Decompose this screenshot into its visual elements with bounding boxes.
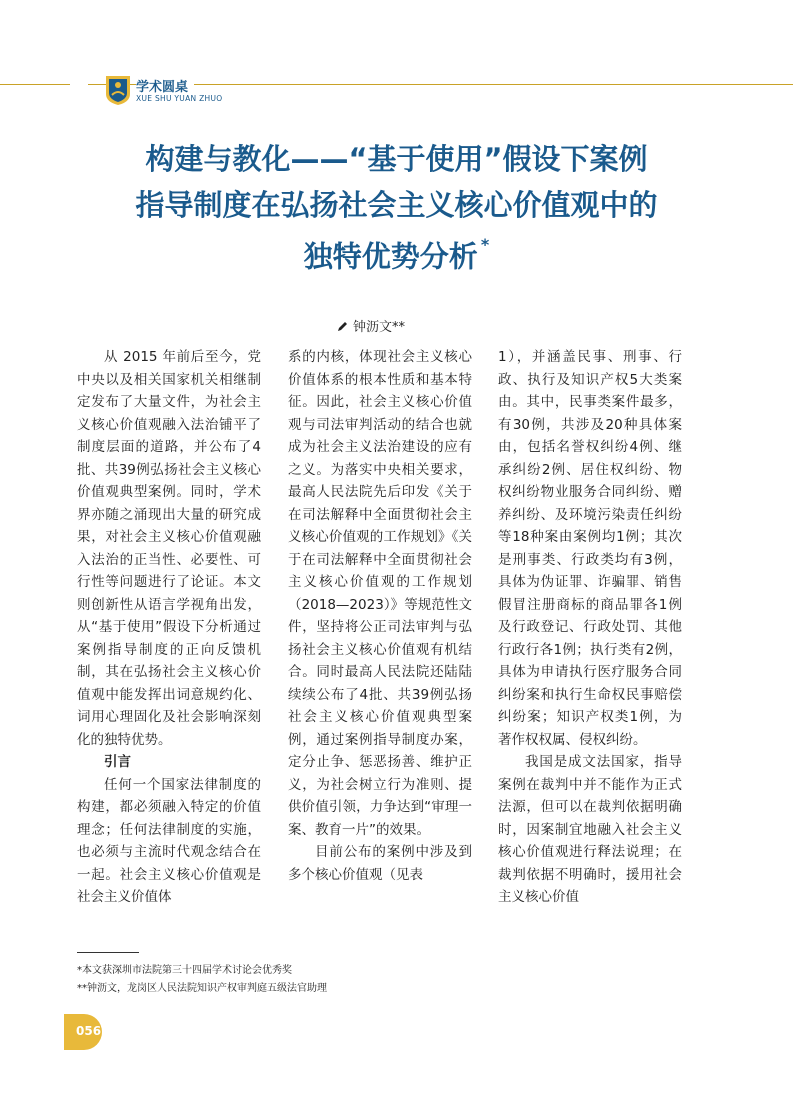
footnote-1: *本文获深圳市法院第三十四届学术讨论会优秀奖 (77, 965, 292, 976)
author-line (337, 316, 405, 335)
header-rule-left (0, 84, 70, 85)
footnote-divider (77, 952, 139, 953)
title-line-1: 构建与教化——“基于使用”假设下案例 (145, 142, 648, 176)
page-number: 056 (76, 1024, 102, 1038)
text-column-1 (77, 346, 261, 909)
text-column-2 (288, 346, 472, 886)
page-number-tab (64, 1014, 102, 1050)
title-line-3 (50, 228, 743, 280)
paragraph: 1），并涵盖民事、刑事、行政、执行及知识产权5大类案由。其中，民事类案件最多，有30例，共涉及20种具体案由，包括名誉权纠纷4例、继承纠纷2例、居住权纠纷、物权纠纷物业服务合同纠纷、赠养纠纷、及环境污染责任纠纷等18种案由案例均1例；其次是刑事类、行政类均有3例，具体为伪证罪、诈骗罪、销售假冒注册商标的商品罪各1例及行政登记、行政处罚、其他行政行各1例；执行类有2例，具体为申请执行医疗服务合同纠纷案和执行生命权民事赔偿纠纷案；知识产权类1例，为著作权权属、侵权纠纷。 (498, 349, 682, 748)
paragraph: 从 2015 年前后至今，党中央以及相关国家机关相继制定发布了大量文件，为社会主义核心价值观融入法治铺平了制度层面的道路，并公布了4批、共39例弘扬社会主义核心价值观典型案例。同时，学术界亦随之涌现出大量的研究成果，对社会主义核心价值观融入法治的正当性、必要性、可行性等问题进行了论证。本文则创新性从语言学视角出发，从“基于使用”假设下分析通过案例指导制度的正向反馈机制，其在弘扬社会主义核心价值观中能发挥出词意规约化、词用心理固化及社会影响深刻化的独特优势。 (77, 349, 261, 748)
paragraph: 系的内核，体现社会主义核心价值体系的根本性质和基本特征。因此，社会主义核心价值观与司法审判活动的结合也就成为社会主义法治建设的应有之义。为落实中央相关要求，最高人民法院先后印发《关于在司法解释中全面贯彻社会主义核心价值观的工作规划》《关于在司法解释中全面贯彻社会主义核心价值观的工作规划（2018—2023）》等规范性文件，坚持将公正司法审判与弘扬社会主义核心价值观有机结合。同时最高人民法院还陆陆续续公布了4批、共39例弘扬社会主义核心价值观典型案例，通过案例指导制度办案，定分止争、惩恶扬善、维护正义，为社会树立行为准则、提供价值引领，力争达到“审理一案、教育一片”的效果。 (288, 349, 472, 838)
article-title (50, 136, 743, 280)
journal-emblem-icon (104, 74, 132, 106)
title-footnote-mark: * (480, 235, 490, 254)
title-line-3-text: 独特优势分析 (303, 239, 478, 274)
paragraph: 目前公布的案例中涉及到多个核心价值观（见表 (288, 844, 472, 883)
journal-header (0, 70, 793, 110)
title-line-2: 指导制度在弘扬社会主义核心价值观中的 (135, 188, 658, 222)
section-heading-intro: 引言 (104, 754, 131, 770)
journal-brand-en: XUE SHU YUAN ZHUO (136, 94, 223, 103)
journal-brand-cn: 学术圆桌 (136, 76, 194, 95)
paragraph: 任何一个国家法律制度的构建，都必须融入特定的价值理念；任何法律制度的实施，也必须与主流时代观念结合在一起。社会主义核心价值观是社会主义价值体 (77, 776, 261, 905)
paragraph: 我国是成文法国家，指导案例在裁判中并不能作为正式法源，但可以在裁判依据明确时，因案制宜地融入社会主义核心价值观进行释法说理；在裁判依据不明确时，援用社会主义核心价值 (498, 754, 682, 905)
footnotes (77, 962, 327, 998)
pen-icon (337, 321, 348, 332)
footnote-2: **钟沥文，龙岗区人民法院知识产权审判庭五级法官助理 (77, 983, 327, 994)
text-column-3 (498, 346, 682, 909)
author-name: 钟沥文** (353, 320, 406, 335)
